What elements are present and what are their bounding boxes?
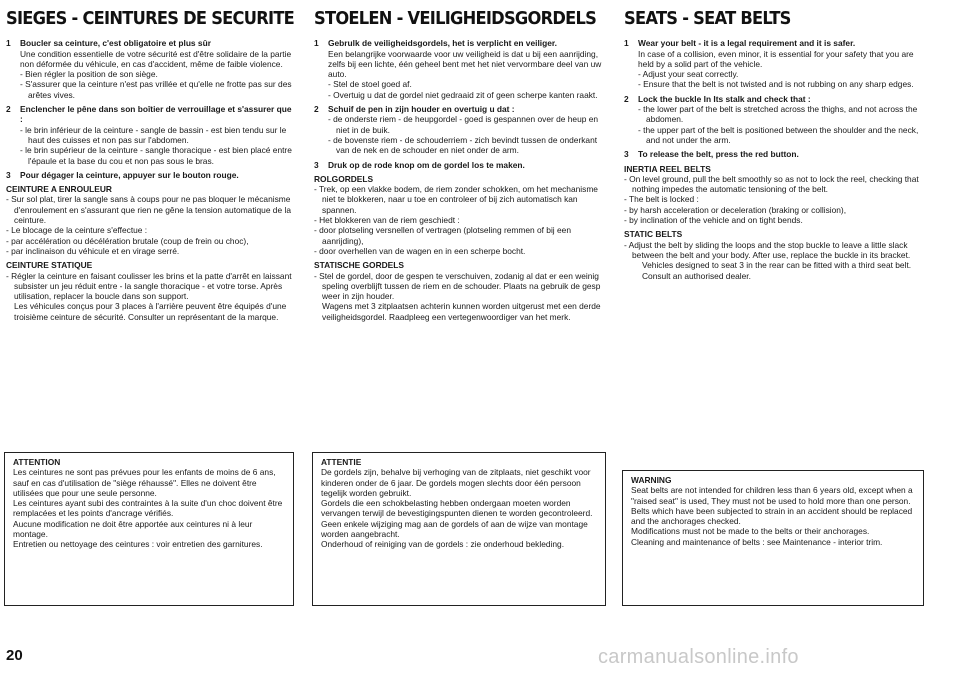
en-step-2-title: Lock the buckle In Its stalk and check that : bbox=[638, 93, 811, 104]
fr-warning-para-3: Aucune modification ne doit être apportée aux ceintures ni à leur montage. bbox=[13, 518, 253, 540]
fr-warning-para-1: Les ceintures ne sont pas prévues pour les enfants de moins de 6 ans, sauf en cas d'utilisation de "siège réhaussé". Elles ne doivent être utilisées que pour une seule personne. bbox=[13, 467, 276, 498]
fr-warning-para-2: Les ceintures ayant subi des contraintes à la suite d'un choc doivent être remplacées et les points d'ancrage vérifiés. bbox=[13, 498, 283, 519]
fr-step-2-title: Enclencher le pêne dans son boîtier de verrouillage et s'assurer que : bbox=[20, 104, 292, 125]
en-warning-para-3: Modifications must not be made to the belts or their anchorages. bbox=[631, 526, 870, 537]
nl-warning-box bbox=[312, 452, 606, 606]
en-inertia-bullet-1: - by harsh acceleration or deceleration (braking or collision), bbox=[624, 204, 847, 215]
en-step-2-bullet-1: - the lower part of the belt is stretched across the thighs, and not across the abdomen. bbox=[638, 104, 918, 125]
fr-step-1-body: Une condition essentielle de votre sécurité est d'être solidaire de la partie non déformée du véhicule, en cas d'accident, même de faible violence. bbox=[20, 48, 292, 69]
fr-section-1 bbox=[6, 38, 296, 100]
en-step-3-title: To release the belt, press the red button. bbox=[638, 149, 799, 160]
watermark: carmanualsonline.info bbox=[598, 646, 799, 668]
en-step-2-number: 2 bbox=[624, 93, 629, 104]
en-static-para-2: Vehicles designed to seat 3 in the rear can be fitted with a third seat belt. Consult an authorised dealer. bbox=[642, 260, 912, 281]
fr-inertia-bullet-1: - par accélération ou décélération brutale (coup de frein ou choc), bbox=[6, 235, 249, 246]
en-inertia-bullet-2: - by inclination of the vehicle and on tight bends. bbox=[624, 215, 803, 226]
en-section-2 bbox=[624, 94, 924, 145]
nl-step-3-title: Druk op de rode knop om de gordel los te maken. bbox=[328, 159, 525, 170]
en-step-1-title: Wear your belt - it is a legal requirement and it is safer. bbox=[638, 38, 856, 49]
english-title: SEATS - SEAT BELTS bbox=[624, 9, 791, 29]
dutch-column bbox=[314, 9, 610, 322]
fr-step-2-bullet-2: - le brin supérieur de la ceinture - sangle thoracique - est bien placé entre l'épaule et la base du cou et non pas sous le bras. bbox=[20, 145, 292, 166]
fr-section-2 bbox=[6, 104, 296, 166]
fr-step-3-number: 3 bbox=[6, 169, 11, 180]
fr-step-1-number: 1 bbox=[6, 38, 11, 49]
fr-inertia-para-2: - Le blocage de la ceinture s'effectue : bbox=[6, 225, 148, 236]
nl-step-2-bullet-2: - de bovenste riem - de schouderriem - zich bevindt tussen de onderkant van de nek en de schouder en niet onder de arm. bbox=[328, 134, 598, 156]
fr-static-heading: CEINTURE STATIQUE bbox=[6, 260, 93, 271]
en-step-1-bullet-2: - Ensure that the belt is not twisted and is not rubbing on any sharp edges. bbox=[638, 79, 914, 90]
en-warning-box bbox=[622, 470, 924, 606]
nl-inertia-para-2: - Het blokkeren van de riem geschiedt : bbox=[314, 215, 460, 226]
fr-warning-para-4: Entretien ou nettoyage des ceintures : voir entretien des garnitures. bbox=[13, 539, 263, 550]
nl-step-3-number: 3 bbox=[314, 159, 319, 170]
nl-inertia-para-1: - Trek, op een vlakke bodem, de riem zonder schokken, om het mechanisme niet te blokkeren, naar u toe en controleer of bij zich automatisch kan spannen. bbox=[314, 184, 598, 215]
nl-static-para-1: - Stel de gordel, door de gespen te verschuiven, zodanig al dat er een weinig speling overblijft tussen de riem en de schouder. Plaats na gebruik de gesp weer in zijn houder. bbox=[314, 270, 601, 302]
nl-inertia-bullet-2: - door overhellen van de wagen en in een scherpe bocht. bbox=[314, 245, 526, 256]
fr-inertia-para-1: - Sur sol plat, tirer la sangle sans à coups pour ne pas bloquer le mécanisme d'enroulement en s'assurant que rien ne gêne la tension automatique de la ceinture. bbox=[6, 194, 291, 226]
en-step-1-bullet-1: - Adjust your seat correctly. bbox=[638, 69, 739, 80]
fr-section-3 bbox=[6, 170, 296, 180]
en-section-1 bbox=[624, 38, 924, 89]
en-step-2-bullet-2: - the upper part of the belt is positioned between the shoulder and the neck, and not under the arm. bbox=[638, 124, 919, 145]
en-warning-para-4: Cleaning and maintenance of belts : see Maintenance - interior trim. bbox=[631, 536, 883, 547]
dutch-title: STOELEN - VEILIGHEIDSGORDELS bbox=[314, 9, 597, 29]
nl-warning-para-3: Onderhoud of reiniging van de gordels : zie onderhoud bekleding. bbox=[321, 539, 565, 550]
nl-step-1-body: Een belangrijke voorwaarde voor uw veiligheid is dat u bij een aanrijding, zelfs bij een lichte, één geheel bent met het niet vervormbare deel van uw auto. bbox=[328, 48, 602, 80]
en-inertia-para-2: - The belt is locked : bbox=[624, 194, 699, 205]
fr-step-1-bullet-1: - Bien régler la position de son siège. bbox=[20, 69, 158, 80]
nl-inertia-heading: ROLGORDELS bbox=[314, 173, 374, 184]
fr-static-para-1: - Régler la ceinture en faisant coulisser les brins et la patte d'arrêt en laissant subsister un jeu réduit entre - la sangle thoracique - et votre torse. Après utilisation, replacer la boucle dans son support. bbox=[6, 270, 292, 302]
nl-section-3 bbox=[314, 160, 610, 170]
fr-step-2-number: 2 bbox=[6, 104, 11, 115]
nl-static-heading: STATISCHE GORDELS bbox=[314, 260, 404, 271]
fr-warning-box bbox=[4, 452, 294, 606]
nl-step-1-bullet-2: - Overtuig u dat de gordel niet gedraaid zit of geen scherpe kanten raakt. bbox=[328, 89, 598, 100]
fr-warning-title: ATTENTION bbox=[13, 457, 61, 467]
en-warning-title: WARNING bbox=[631, 475, 672, 485]
french-column bbox=[6, 9, 296, 322]
fr-inertia-heading: CEINTURE A ENROULEUR bbox=[6, 184, 112, 195]
en-static-heading: STATIC BELTS bbox=[624, 229, 683, 240]
en-warning-para-2: Belts which have been subjected to strain in an accident should be replaced and the anchorages checked. bbox=[631, 505, 913, 527]
en-warning-para-1: Seat belts are not intended for children less than 6 years old, except when a "raised seat" is used, They must not be used to hold more than one person. bbox=[631, 485, 913, 506]
en-inertia-para-1: - On level ground, pull the belt smoothly so as not to lock the reel, checking that nothing impedes the automatic tensioning of the belt. bbox=[624, 173, 919, 195]
nl-step-1-bullet-1: - Stel de stoel goed af. bbox=[328, 79, 412, 90]
french-title: SIEGES - CEINTURES DE SECURITE bbox=[6, 9, 295, 29]
fr-inertia-bullet-2: - par inclinaison du véhicule et en virage serré. bbox=[6, 245, 180, 256]
nl-step-2-bullet-1: - de onderste riem - de heupgordel - goed is gespannen over de heup en niet in de buik. bbox=[328, 114, 599, 135]
fr-static-para-2: Les véhicules conçus pour 3 places à l'arrière peuvent être équipés d'une troisième ceinture de sécurité. Consulter un représentant de la marque. bbox=[14, 301, 287, 322]
fr-step-1-bullet-2: - S'assurer que la ceinture n'est pas vrillée et qu'elle ne frotte pas sur des arêtes vives. bbox=[20, 79, 292, 100]
en-static-para-1: - Adjust the belt by sliding the loops and the stop buckle to leave a little slack between the belt and your body. After use, replace the buckle in its bracket. bbox=[624, 239, 911, 260]
nl-step-2-title: Schuif de pen in zijn houder en overtuig u dat : bbox=[328, 104, 515, 115]
fr-step-1-title: Boucler sa ceinture, c'est obligatoire et plus sûr bbox=[20, 38, 211, 49]
nl-static-para-2: Wagens met 3 zitplaatsen achterin kunnen worden uitgerust met een derde veiligheidsgordel. Raadpleeg een vertegenwoordiger van het merk. bbox=[322, 301, 601, 322]
en-inertia-heading: INERTIA REEL BELTS bbox=[624, 163, 711, 174]
nl-step-1-title: Gebrulk de veiligheidsgordels, het is verplicht en veiliger. bbox=[328, 38, 557, 49]
en-section-3 bbox=[624, 149, 924, 159]
en-step-3-number: 3 bbox=[624, 149, 629, 160]
nl-warning-para-1: De gordels zijn, behalve bij verhoging van de zitplaats, niet geschikt voor kinderen onder de 6 jaar. De gordels mogen slechts door één persoon tegelijk worden gebruikt. bbox=[321, 467, 591, 498]
english-column bbox=[624, 9, 924, 281]
en-step-1-number: 1 bbox=[624, 38, 629, 49]
nl-warning-title: ATTENTIE bbox=[321, 457, 362, 467]
page-number: 20 bbox=[6, 647, 23, 664]
fr-step-3-title: Pour dégager la ceinture, appuyer sur le bouton rouge. bbox=[20, 169, 239, 180]
nl-section-1 bbox=[314, 38, 610, 100]
fr-step-2-bullet-1: - le brin inférieur de la ceinture - sangle de bassin - est bien tendu sur le haut des cuisses et non pas sur l'abdomen. bbox=[20, 124, 287, 145]
en-step-1-body: In case of a collision, even minor, it is essential for your safety that you are held by a solid part of the vehicle. bbox=[638, 48, 914, 69]
nl-step-1-number: 1 bbox=[314, 38, 319, 49]
nl-inertia-bullet-1: - door plotseling versnellen of vertragen (plotseling remmen of bij een aanrijding), bbox=[314, 225, 571, 246]
nl-warning-para-2: Gordels die een schokbelasting hebben ondergaan moeten worden vervangen terwijl de bevestigingspunten dienen te worden gecontroleerd. Geen enkele wijziging mag aan de gordels of aan de wijze van montage worden aangebracht. bbox=[321, 498, 593, 540]
nl-section-2 bbox=[314, 104, 610, 155]
nl-step-2-number: 2 bbox=[314, 104, 319, 115]
